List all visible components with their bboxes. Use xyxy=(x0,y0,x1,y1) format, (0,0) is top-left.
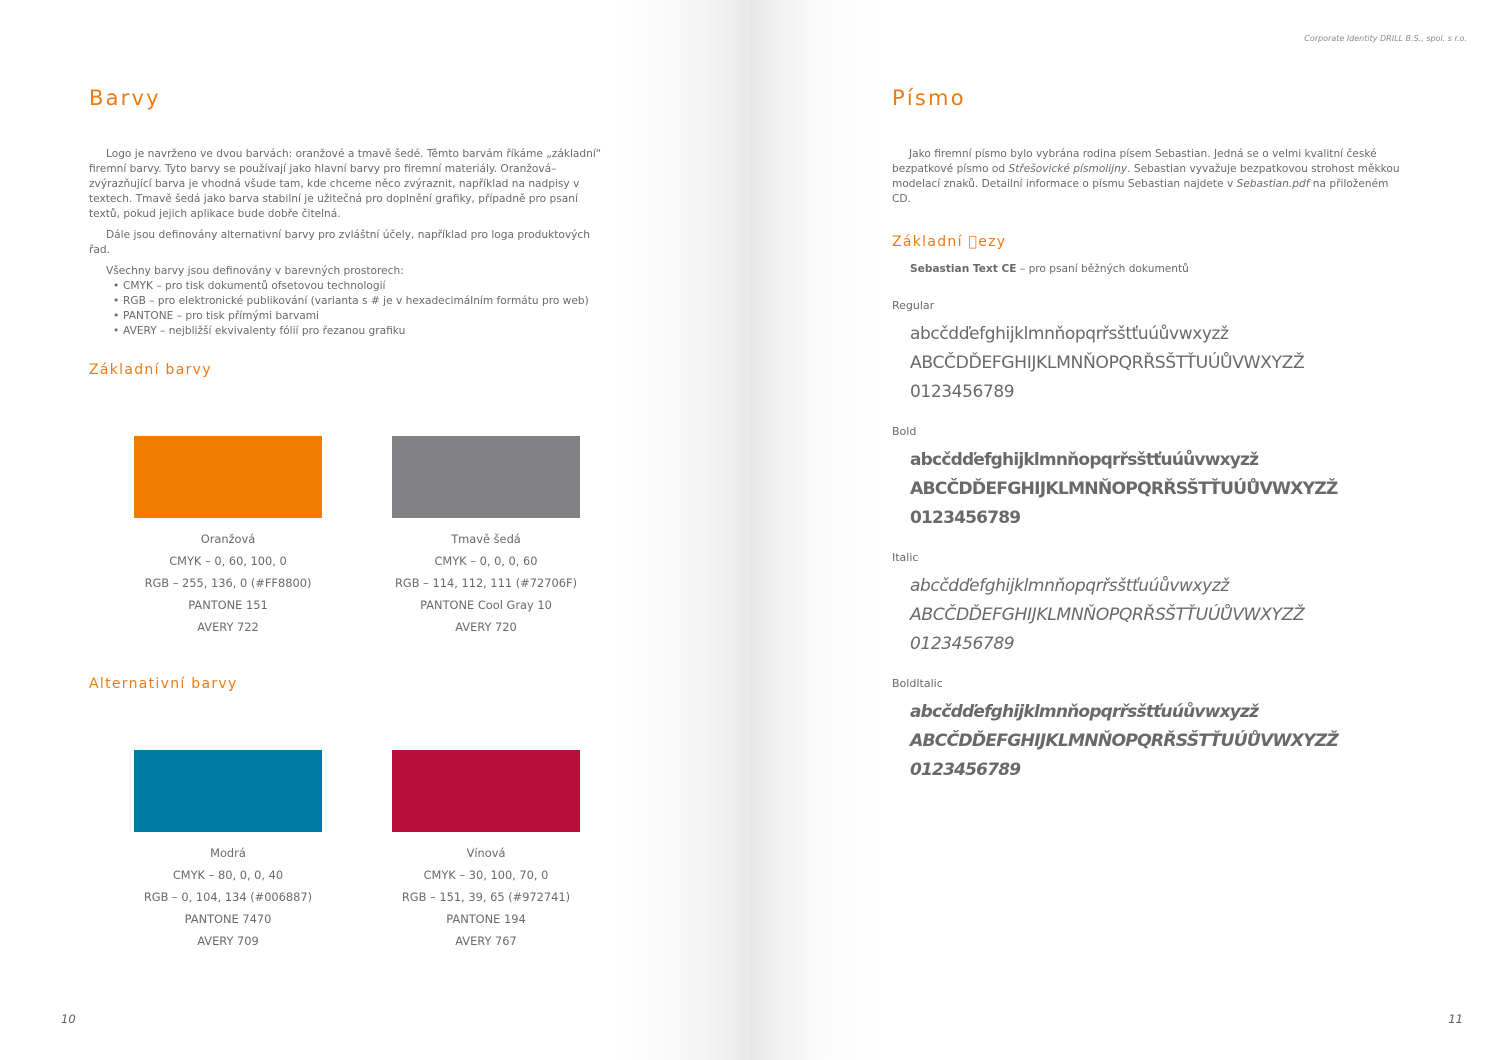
color-name: Modrá xyxy=(210,846,246,860)
sample-lowercase: abcčdďefghijklmnňopqrřsštťuúůvwxyzž xyxy=(910,324,1229,344)
sample-uppercase: ABCČDĎEFGHIJKLMNŇOPQRŘSŠTŤUÚŮVWXYZŽ xyxy=(910,479,1338,499)
color-cmyk: CMYK – 0, 60, 100, 0 xyxy=(169,554,287,568)
color-card-blue xyxy=(134,750,322,952)
sample-digits: 0123456789 xyxy=(910,508,1021,528)
color-swatch xyxy=(134,436,322,518)
color-rgb: RGB – 151, 39, 65 (#972741) xyxy=(401,890,571,904)
color-cmyk: CMYK – 80, 0, 0, 40 xyxy=(172,868,284,882)
intro-text xyxy=(89,147,609,339)
color-pantone: PANTONE 7470 xyxy=(184,912,272,926)
color-space-item: • CMYK – pro tisk dokumentů ofsetovou technologií xyxy=(89,279,609,294)
color-rgb: RGB – 255, 136, 0 (#FF8800) xyxy=(144,576,312,590)
section-heading-alt-colors: Alternativní barvy xyxy=(89,676,238,692)
section-heading-cuts: Základní  ezy xyxy=(892,234,1007,250)
font-family-description: – pro psaní běžných dokumentů xyxy=(1016,263,1189,275)
font-family-name: Sebastian Text CE xyxy=(910,263,1017,275)
color-swatch xyxy=(392,750,580,832)
sample-lowercase: abcčdďefghijklmnňopqrřsštťuúůvwxyzž xyxy=(910,576,1229,596)
intro-segment: . Sebastian vyvažuje bezpatkovou strohost měkkou modelací znaků. Detailní informace o písmu Sebastian najdete v xyxy=(892,163,1400,190)
color-avery: AVERY 720 xyxy=(455,620,517,634)
sample-digits: 0123456789 xyxy=(910,382,1015,402)
page-title-barvy: Barvy xyxy=(89,86,161,110)
color-space-item: • AVERY – nejbližší ekvivalenty fólií pro řezanou grafiku xyxy=(89,324,609,339)
weight-label-italic: Italic xyxy=(892,551,919,564)
color-space-item: • PANTONE – pro tisk přímými barvami xyxy=(89,309,609,324)
color-card-wine xyxy=(392,750,580,952)
color-cmyk: CMYK – 30, 100, 70, 0 xyxy=(423,868,549,882)
sample-digits: 0123456789 xyxy=(910,760,1021,780)
section-heading-basic-colors: Základní barvy xyxy=(89,362,212,378)
color-cmyk: CMYK – 0, 0, 0, 60 xyxy=(434,554,538,568)
color-avery: AVERY 722 xyxy=(197,620,259,634)
intro-segment: na přiloženém CD. xyxy=(892,178,1389,205)
color-avery: AVERY 767 xyxy=(455,934,517,948)
page-number-left: 10 xyxy=(61,1012,76,1026)
sample-digits: 0123456789 xyxy=(910,634,1015,654)
color-specs xyxy=(134,528,322,638)
color-name: Tmavě šedá xyxy=(451,532,521,546)
color-swatch xyxy=(392,436,580,518)
font-sample-italic xyxy=(910,572,1304,659)
color-swatch xyxy=(134,750,322,832)
intro-paragraph: Logo je navrženo ve dvou barvách: oranžové a tmavě šedé. Těmto barvám říkáme „základní“ firemní barvy. Tyto barvy se používají jako hlavní barvy pro firemní materiály. Oranžová–zvýrazňující barva je vhodná všude tam, kde chceme něco zvýraznit, například na nadpisy v textech. Tmavě šedá jako barva stabilní je užitečná pro doplnění grafiky, případně pro psaní textů, pokud jejich aplikace bude dobře čitelná. xyxy=(89,148,602,220)
intro-paragraph: Všechny barvy jsou definovány v barevných prostorech: xyxy=(106,265,404,277)
font-intro-paragraph xyxy=(892,147,1407,207)
sample-lowercase: abcčdďefghijklmnňopqrřsštťuúůvwxyzž xyxy=(910,702,1259,722)
font-sample-bolditalic xyxy=(910,698,1338,785)
sample-uppercase: ABCČDĎEFGHIJKLMNŇOPQRŘSŠTŤUÚŮVWXYZŽ xyxy=(910,605,1305,625)
color-avery: AVERY 709 xyxy=(197,934,259,948)
color-rgb: RGB – 114, 112, 111 (#72706F) xyxy=(394,576,578,590)
font-sample-bold xyxy=(910,446,1338,533)
color-pantone: PANTONE 194 xyxy=(446,912,526,926)
intro-segment: Jako firemní písmo bylo vybrána rodina písem Sebastian. Jedná se o velmi kvalitní české bezpatkové písmo od xyxy=(892,148,1377,175)
font-family-line xyxy=(910,262,1410,277)
intro-paragraph: Dále jsou definovány alternativní barvy pro zvláštní účely, například pro loga produktových řad. xyxy=(89,229,590,256)
font-sample-regular xyxy=(910,320,1304,407)
color-rgb: RGB – 0, 104, 134 (#006887) xyxy=(143,890,313,904)
color-name: Vínová xyxy=(466,846,506,860)
weight-label-regular: Regular xyxy=(892,299,935,312)
right-page xyxy=(750,0,1499,1060)
foundry-name: Střešovické písmolijny xyxy=(1008,163,1128,175)
color-specs xyxy=(392,842,580,952)
pdf-reference: Sebastian.pdf xyxy=(1236,178,1310,190)
color-pantone: PANTONE 151 xyxy=(188,598,268,612)
color-name: Oranžová xyxy=(200,532,256,546)
color-specs xyxy=(134,842,322,952)
weight-label-bolditalic: BoldItalic xyxy=(892,677,943,690)
font-intro-text xyxy=(892,147,1407,213)
color-card-orange xyxy=(134,436,322,638)
sample-uppercase: ABCČDĎEFGHIJKLMNŇOPQRŘSŠTŤUÚŮVWXYZŽ xyxy=(910,353,1305,373)
page-title-pismo: Písmo xyxy=(892,86,966,110)
color-specs xyxy=(392,528,580,638)
color-card-dark-gray xyxy=(392,436,580,638)
page-number-right: 11 xyxy=(1448,1012,1463,1026)
header-note: Corporate Identity DRILL B.S., spol. s r.o. xyxy=(1304,34,1467,43)
color-pantone: PANTONE Cool Gray 10 xyxy=(420,598,552,612)
sample-uppercase: ABCČDĎEFGHIJKLMNŇOPQRŘSŠTŤUÚŮVWXYZŽ xyxy=(910,731,1339,751)
weight-label-bold: Bold xyxy=(892,425,917,438)
sample-lowercase: abcčdďefghijklmnňopqrřsštťuúůvwxyzž xyxy=(910,450,1259,470)
color-space-item: • RGB – pro elektronické publikování (varianta s # je v hexadecimálním formátu pro web) xyxy=(89,294,609,309)
